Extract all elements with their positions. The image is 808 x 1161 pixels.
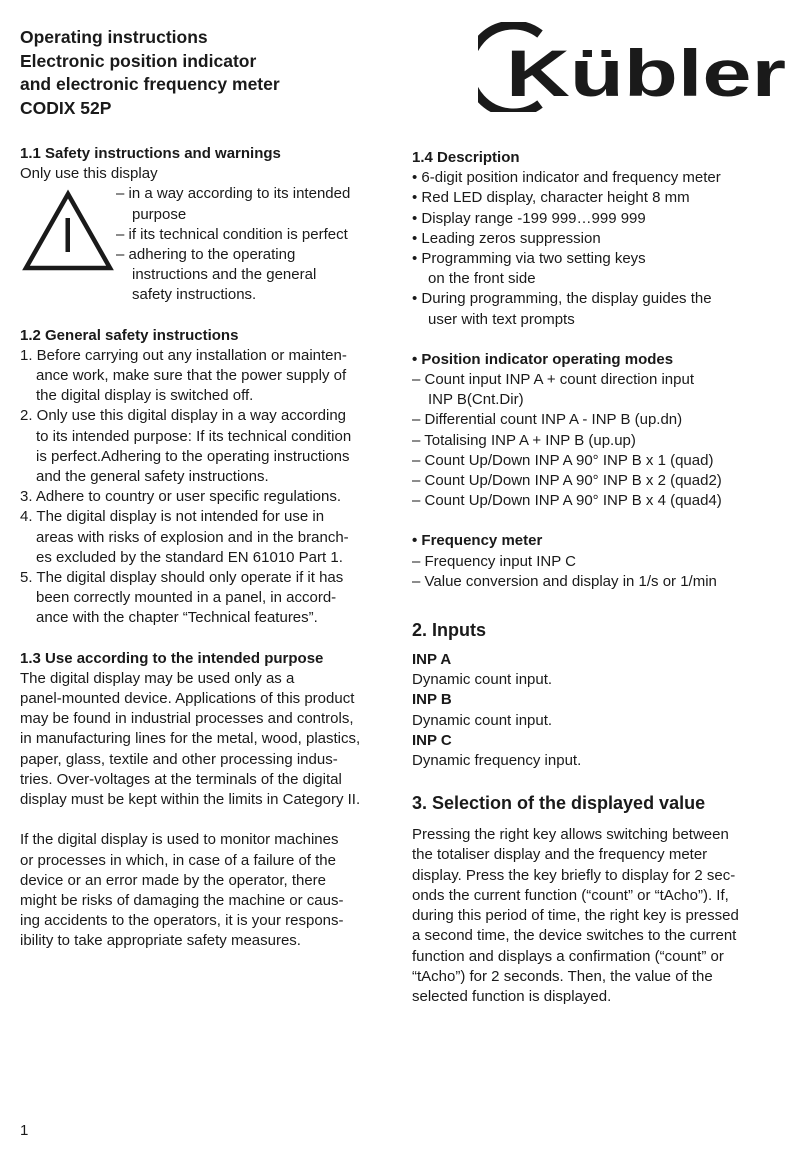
- list-item: • Leading zeros suppression: [412, 229, 601, 247]
- list-item: – Differential count INP A - INP B (up.dn): [412, 411, 683, 429]
- section-1-3-paragraph: The digital display may be used only as a panel-mounted device. Applications of this product may be found in industrial processes and controls, in manufacturing lines for the metal, wood, plastics, paper, glass, textile and other processing indus- tries. Over-voltages at the terminals of the digital display must be kept within the limits in Category II.: [20, 669, 361, 809]
- operating-modes-heading: • Position indicator operating modes: [412, 350, 674, 368]
- document-title: [20, 26, 280, 120]
- section-1-3-heading: 1.3 Use according to the intended purpose: [20, 649, 324, 667]
- list-item: 2. Only use this digital display in a way according to its intended purpose: If its technical condition is perfect.Adhering to the operating instructions and the general safety instructions.: [20, 407, 352, 486]
- title-line: Operating instructions: [20, 27, 208, 47]
- right-column: [412, 148, 802, 1007]
- list-item: • Red LED display, character height 8 mm: [412, 189, 690, 207]
- input-description: Dynamic count input.: [412, 711, 553, 729]
- section-1-1-intro: Only use this display: [20, 165, 158, 183]
- warning-triangle-icon: [20, 188, 116, 284]
- section-3-heading: 3. Selection of the displayed value: [412, 793, 706, 814]
- list-item: – Totalising INP A + INP B (up.up): [412, 431, 636, 449]
- list-item: • Programming via two setting keys on the front side: [412, 250, 646, 288]
- list-item: 3. Adhere to country or user specific regulations.: [20, 488, 342, 506]
- input-description: Dynamic count input.: [412, 671, 553, 689]
- section-3-paragraph: Pressing the right key allows switching between the totaliser display and the frequency meter display. Press the key briefly to display for 2 sec- onds the current function (“count” or “tAcho”). If, during this period of time, the right key is pressed a second time, the device switches to the current function and displays a confirmation (“count” or “tAcho”) for 2 seconds. Then, the value of the selected function is displayed.: [412, 826, 739, 1005]
- title-line: Electronic position indicator: [20, 50, 257, 71]
- section-1-1-heading: 1.1 Safety instructions and warnings: [20, 145, 281, 162]
- list-item: – Frequency input INP C: [412, 552, 576, 570]
- kubler-logo: [478, 22, 790, 112]
- logo-wordmark: Kübler: [506, 36, 786, 110]
- frequency-meter-heading: • Frequency meter: [412, 532, 543, 550]
- input-name: INP A: [412, 651, 452, 669]
- section-2-heading: 2. Inputs: [412, 620, 487, 641]
- section-1-3-paragraph: If the digital display is used to monitor machines or processes in which, in case of a failure of the device or an error made by the operator, there might be risks of damaging the machine or caus- ing accidents to the operators, it is your respons- ibility to take appropriate safety measures.: [20, 831, 344, 950]
- list-item: • 6-digit position indicator and frequency meter: [412, 169, 721, 187]
- list-item: – Count Up/Down INP A 90° INP B x 4 (quad4): [412, 492, 722, 510]
- list-item: – Count Up/Down INP A 90° INP B x 2 (quad2): [412, 472, 722, 490]
- section-1-4-heading: 1.4 Description: [412, 149, 520, 166]
- list-item: – if its technical condition is perfect: [116, 225, 348, 243]
- list-item: – Value conversion and display in 1/s or 1/min: [412, 572, 717, 590]
- list-item: 4. The digital display is not intended for use in areas with risks of explosion and in the branch- es excluded by the standard EN 61010 Part 1.: [20, 508, 349, 566]
- list-item: – in a way according to its intended purpose: [116, 185, 351, 223]
- input-name: INP C: [412, 731, 452, 749]
- page-number: 1: [20, 1122, 29, 1139]
- list-item: – adhering to the operating instructions and the general safety instructions.: [116, 246, 317, 304]
- list-item: – Count Up/Down INP A 90° INP B x 1 (quad): [412, 451, 714, 469]
- safety-warning-block: [20, 184, 400, 305]
- input-name: INP B: [412, 691, 452, 709]
- input-description: Dynamic frequency input.: [412, 752, 582, 770]
- list-item: – Count input INP A + count direction input INP B(Cnt.Dir): [412, 371, 694, 409]
- section-1-2-heading: 1.2 General safety instructions: [20, 326, 239, 344]
- list-item: • During programming, the display guides the user with text prompts: [412, 290, 712, 328]
- title-line: and electronic frequency meter: [20, 74, 280, 94]
- safety-conditions-list: [116, 184, 350, 305]
- left-column: [20, 144, 400, 952]
- list-item: 5. The digital display should only operate if it has been correctly mounted in a panel, in accord- ance with the chapter “Technical features”.: [20, 569, 344, 627]
- list-item: • Display range -199 999…999 999: [412, 209, 646, 227]
- title-line: CODIX 52P: [20, 97, 112, 118]
- list-item: 1. Before carrying out any installation or mainten- ance work, make sure that the power supply of the digital display is switched off.: [20, 346, 347, 405]
